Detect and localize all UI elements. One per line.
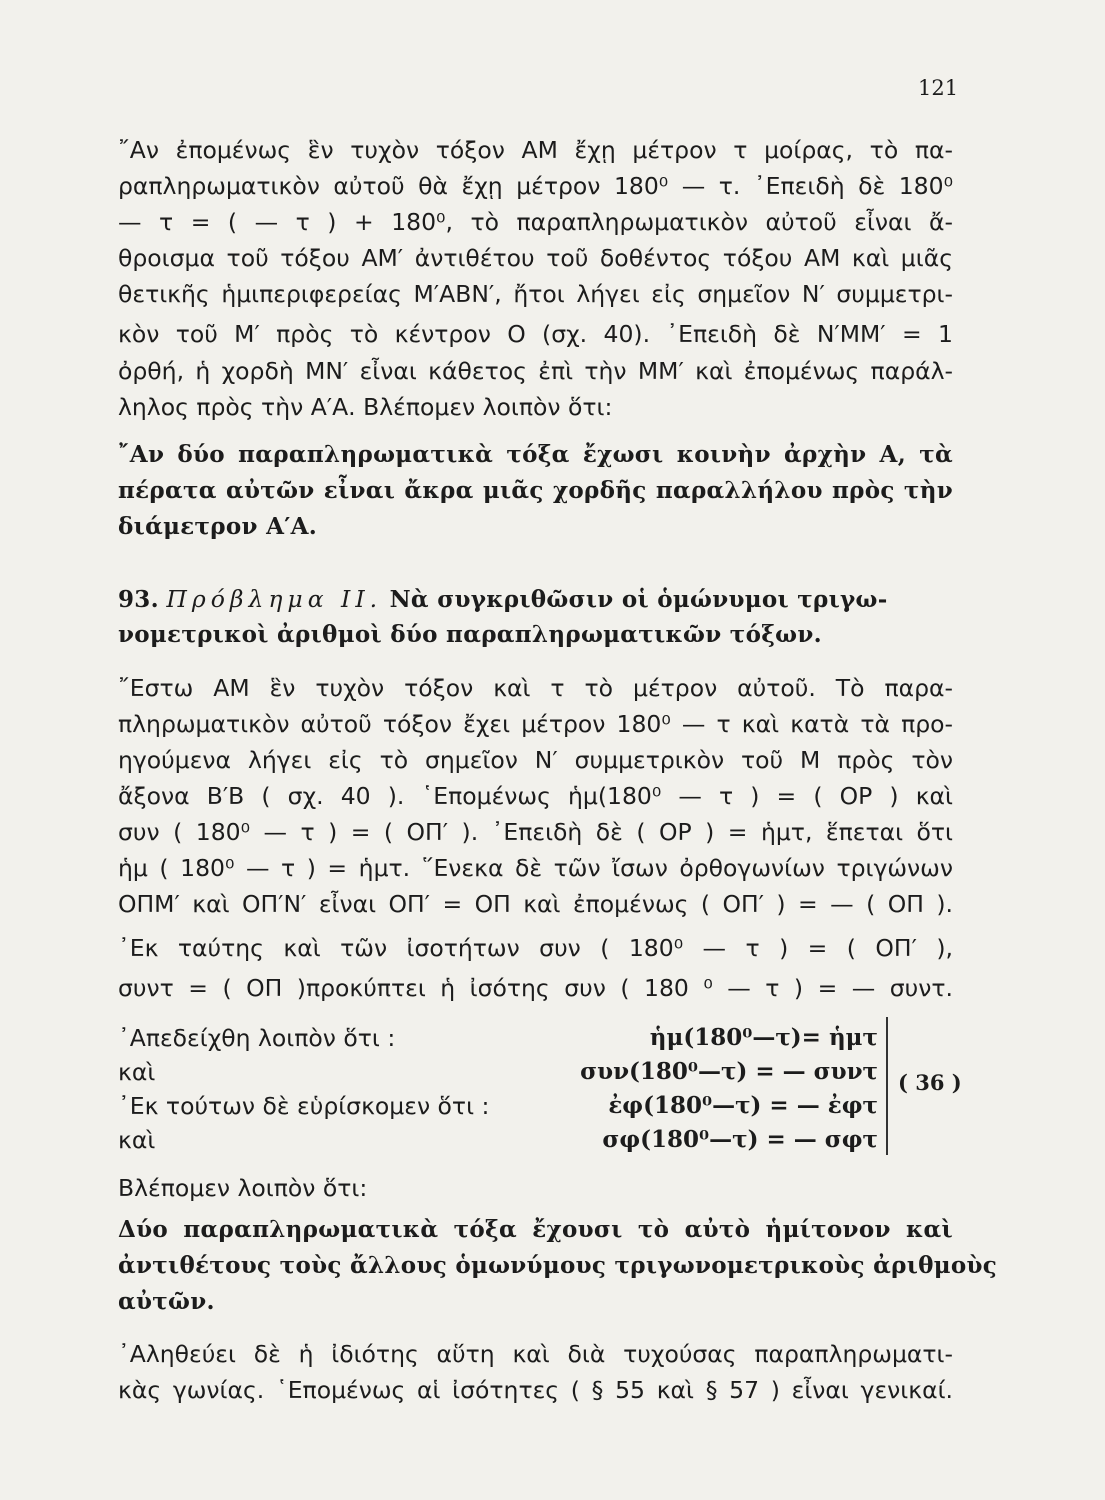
paragraph-line: ῎Αν ἐπομένως ἓν τυχὸν τόξον ΑΜ ἔχῃ μέτρον τ μοίρας, τὸ πα- xyxy=(118,136,953,164)
equation-lead: καὶ xyxy=(118,1058,156,1086)
equation-lead: ᾿Εκ τούτων δὲ εὑρίσκομεν ὅτι : xyxy=(118,1092,490,1120)
equation: ἐφ(180⁰—τ) = — ἐφτ xyxy=(608,1092,878,1119)
theorem-line: ῎Αν δύο παραπληρωματικὰ τόξα ἔχωσι κοινὴν ἀρχὴν Α, τὰ xyxy=(118,441,953,468)
paragraph-line: πληρωματικὸν αὐτοῦ τόξον ἔχει μέτρον 180⁰ — τ καὶ κατὰ τὰ προ- xyxy=(118,710,953,738)
equation: συν(180⁰—τ) = — συντ xyxy=(580,1058,878,1085)
paragraph-line: ᾿Εκ ταύτης καὶ τῶν ἰσοτήτων συν ( 180⁰ — τ ) = ( ΟΠ′ ), xyxy=(118,934,953,962)
paragraph-line: ΟΠΜ′ καὶ ΟΠ′Ν′ εἶναι ΟΠ′ = ΟΠ καὶ ἐπομένως ( ΟΠ′ ) = — ( ΟΠ ). xyxy=(118,890,953,918)
paragraph-line: ἡμ ( 180⁰ — τ ) = ἡμτ. ῞Ενεκα δὲ τῶν ἴσων ὀρθογωνίων τριγώνων xyxy=(118,854,953,882)
paragraph-line: ἄξονα Β′Β ( σχ. 40 ). ῾Επομένως ἡμ(180⁰ — τ ) = ( ΟΡ ) καὶ xyxy=(118,782,953,810)
equation-brace xyxy=(872,1017,888,1155)
paragraph-line: Βλέπομεν λοιπὸν ὅτι: xyxy=(118,1174,368,1202)
problem-text: Νὰ συγκριθῶσιν οἱ ὁμώνυμοι τριγω- xyxy=(389,586,888,613)
page-number: 121 xyxy=(918,76,959,100)
theorem-line: ἀντιθέτους τοὺς ἄλλους ὁμωνύμους τριγωνομετρικοὺς ἀριθμοὺς xyxy=(118,1252,998,1279)
problem-number: 93. xyxy=(118,586,159,613)
paragraph-line: ραπληρωματικὸν αὐτοῦ θὰ ἔχῃ μέτρον 180⁰ — τ. ᾿Επειδὴ δὲ 180⁰ xyxy=(118,172,953,200)
paragraph-line: ὀρθή, ἡ χορδὴ ΜΝ′ εἶναι κάθετος ἐπὶ τὴν ΜΜ′ καὶ ἐπομένως παράλ- xyxy=(118,357,953,385)
equation: ἡμ(180⁰—τ)= ἡμτ xyxy=(649,1024,878,1051)
paragraph-line: ᾿Αληθεύει δὲ ἡ ἰδιότης αὕτη καὶ διὰ τυχούσας παραπληρωματι- xyxy=(118,1340,953,1368)
paragraph-line: κὸν τοῦ Μ′ πρὸς τὸ κέντρον Ο (σχ. 40). ᾿Επειδὴ δὲ Ν′ΜΜ′ = 1 xyxy=(118,320,953,348)
problem-label: Πρόβλημα ΙΙ. xyxy=(166,585,383,613)
paragraph-line: κὰς γωνίας. ῾Επομένως αἱ ἰσότητες ( § 55 καὶ § 57 ) εἶναι γενικαί. xyxy=(118,1376,953,1404)
paragraph-line: θροισμα τοῦ τόξου ΑΜ′ ἀντιθέτου τοῦ δοθέντος τόξου ΑΜ καὶ μιᾶς xyxy=(118,244,953,272)
equation-lead: ᾿Απεδείχθη λοιπὸν ὅτι : xyxy=(118,1024,396,1052)
theorem-line: διάμετρον Α′Α. xyxy=(118,513,318,540)
theorem-line: αὐτῶν. xyxy=(118,1288,215,1315)
problem-text-line: νομετρικοὶ ἀριθμοὶ δύο παραπληρωματικῶν τόξων. xyxy=(118,621,822,648)
equation: σφ(180⁰—τ) = — σφτ xyxy=(602,1126,878,1153)
equation-lead: καὶ xyxy=(118,1126,156,1154)
paragraph-line: ληλος πρὸς τὴν Α′Α. Βλέπομεν λοιπὸν ὅτι: xyxy=(118,393,613,421)
paragraph-line: ηγούμενα λήγει εἰς τὸ σημεῖον Ν′ συμμετρικὸν τοῦ Μ πρὸς τὸν xyxy=(118,746,953,774)
equation-number: ( 36 ) xyxy=(898,1070,962,1095)
theorem-line: Δύο παραπληρωματικὰ τόξα ἔχουσι τὸ αὐτὸ ἡμίτονον καὶ xyxy=(118,1216,953,1243)
paragraph-line: θετικῆς ἡμιπεριφερείας Μ′ΑΒΝ′, ἤτοι λήγει εἰς σημεῖον Ν′ συμμετρι- xyxy=(118,280,953,308)
paragraph-line: συν ( 180⁰ — τ ) = ( ΟΠ′ ). ᾿Επειδὴ δὲ ( ΟΡ ) = ἡμτ, ἕπεται ὅτι xyxy=(118,818,953,846)
theorem-line: πέρατα αὐτῶν εἶναι ἄκρα μιᾶς χορδῆς παραλλήλου πρὸς τὴν xyxy=(118,477,953,504)
problem-heading xyxy=(118,583,953,616)
paragraph-line: ῎Εστω ΑΜ ἓν τυχὸν τόξον καὶ τ τὸ μέτρον αὐτοῦ. Τὸ παρα- xyxy=(118,674,953,702)
paragraph-line: συντ = ( ΟΠ )προκύπτει ἡ ἰσότης συν ( 180 ⁰ — τ ) = — συντ. xyxy=(118,974,953,1002)
paragraph-line: — τ = ( — τ ) + 180⁰, τὸ παραπληρωματικὸν αὐτοῦ εἶναι ἄ- xyxy=(118,208,953,236)
